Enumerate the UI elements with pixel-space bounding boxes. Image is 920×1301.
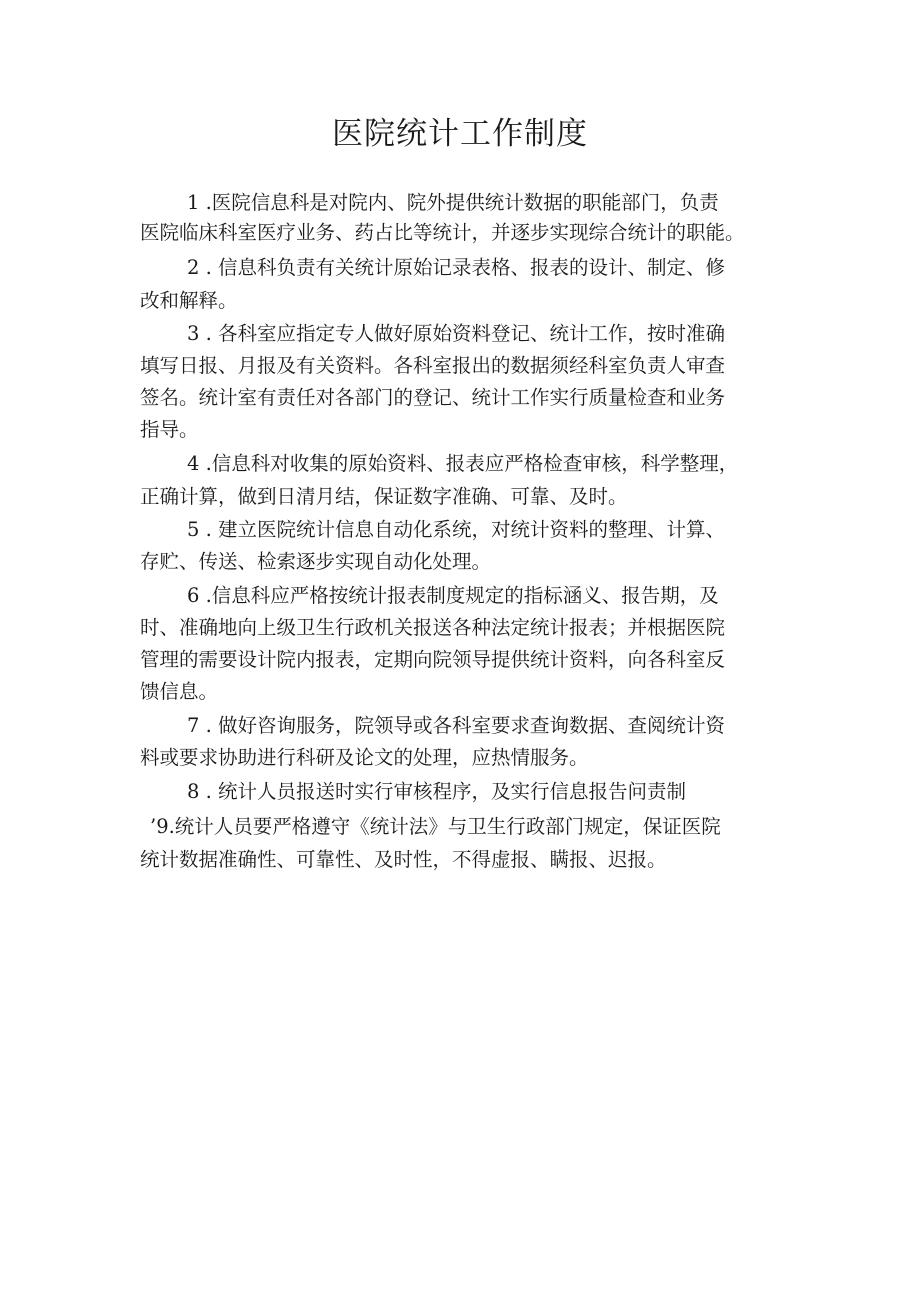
item-4-line-2: 正确计算，做到日清月结，保证数字准确、可靠、及时。 bbox=[140, 485, 628, 508]
item-1-line-2: 医院临床科室医疗业务、药占比等统计，并逐步实现综合统计的职能。 bbox=[140, 221, 745, 244]
item-1-line-1: 1 .医院信息科是对院内、院外提供统计数据的职能部门，负责 bbox=[187, 191, 719, 214]
item-3-line-3: 签名。统计室有责任对各部门的登记、统计工作实行质量检查和业务 bbox=[140, 386, 726, 409]
item-2-line-1: 2 . 信息科负责有关统计原始记录表格、报表的设计、制定、修 bbox=[187, 256, 726, 279]
document-title: 医院统计工作制度 bbox=[332, 116, 588, 152]
item-3-line-4: 指导。 bbox=[140, 418, 199, 441]
item-4-line-1: 4 .信息科对收集的原始资料、报表应严格检查审核，科学整理， bbox=[187, 452, 739, 475]
item-5-line-1: 5 . 建立医院统计信息自动化系统，对统计资料的整理、计算、 bbox=[187, 518, 726, 541]
item-6-line-3: 管理的需要设计院内报表，定期向院领导提供统计资料，向各科室反 bbox=[140, 648, 726, 671]
item-6-line-1: 6 .信息科应严格按统计报表制度规定的指标涵义、报告期，及 bbox=[187, 584, 719, 607]
item-9-line-2: 统计数据准确性、可靠性、及时性，不得虚报、瞒报、迟报。 bbox=[140, 848, 667, 871]
item-6-line-2: 时、准确地向上级卫生行政机关报送各种法定统计报表；并根据医院 bbox=[140, 616, 726, 639]
item-6-line-4: 馈信息。 bbox=[140, 680, 219, 703]
item-2-line-2: 改和解释。 bbox=[140, 289, 238, 312]
item-8-line-1: 8 . 统计人员报送时实行审核程序，及实行信息报告问责制 bbox=[187, 780, 687, 803]
item-3-line-1: 3 . 各科室应指定专人做好原始资料登记、统计工作，按时准确 bbox=[187, 322, 726, 345]
item-7-line-1: 7 . 做好咨询服务，院领导或各科室要求查询数据、查阅统计资 bbox=[187, 714, 726, 737]
item-3-line-2: 填写日报、月报及有关资料。各科室报出的数据须经科室负责人审查 bbox=[140, 354, 726, 377]
item-9-line-1: ’9.统计人员要严格遵守《统计法》与卫生行政部门规定，保证医院 bbox=[150, 815, 721, 838]
item-5-line-2: 存贮、传送、检索逐步实现自动化处理。 bbox=[140, 550, 492, 573]
item-7-line-2: 料或要求协助进行科研及论文的处理，应热情服务。 bbox=[140, 746, 589, 769]
